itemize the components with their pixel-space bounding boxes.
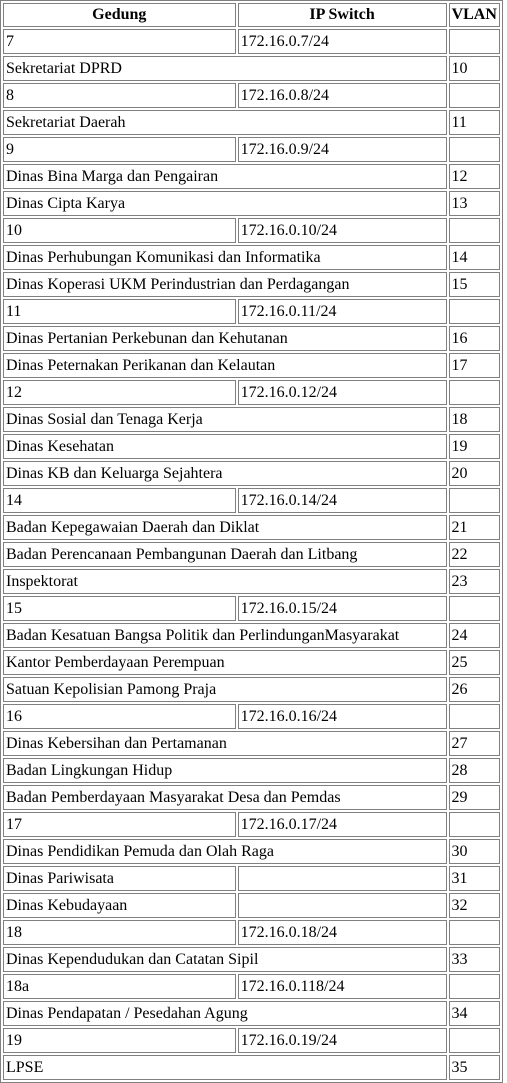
ip-switch-cell: 172.16.0.118/24 [238, 974, 447, 999]
vlan-cell: 20 [449, 461, 500, 486]
vlan-cell [449, 920, 500, 945]
vlan-cell: 21 [449, 515, 500, 540]
vlan-cell: 22 [449, 542, 500, 567]
ip-switch-cell: 172.16.0.16/24 [238, 704, 447, 729]
gedung-cell: 18 [3, 920, 236, 945]
vlan-cell: 26 [449, 677, 500, 702]
vlan-cell [449, 29, 500, 54]
vlan-cell: 29 [449, 785, 500, 810]
gedung-cell: Dinas Peternakan Perikanan dan Kelautan [3, 353, 447, 378]
table-row [3, 677, 500, 702]
vlan-cell: 33 [449, 947, 500, 972]
table-row [3, 920, 500, 945]
gedung-cell: 11 [3, 299, 236, 324]
table-row [3, 866, 500, 891]
vlan-cell: 17 [449, 353, 500, 378]
vlan-cell: 11 [449, 110, 500, 135]
vlan-cell [449, 596, 500, 621]
table-row [3, 56, 500, 81]
vlan-cell [449, 218, 500, 243]
vlan-cell [449, 380, 500, 405]
gedung-cell: Badan Pemberdayaan Masyarakat Desa dan Pemdas [3, 785, 447, 810]
gedung-cell: 18a [3, 974, 236, 999]
gedung-cell: 9 [3, 137, 236, 162]
table-row [3, 974, 500, 999]
table-row [3, 1055, 500, 1080]
table-row [3, 1028, 500, 1053]
table-row [3, 218, 500, 243]
gedung-cell: Sekretariat DPRD [3, 56, 447, 81]
table-row [3, 461, 500, 486]
table-row [3, 839, 500, 864]
vlan-cell: 24 [449, 623, 500, 648]
gedung-cell: Dinas Pariwisata [3, 866, 236, 891]
gedung-cell: Badan Kepegawaian Daerah dan Diklat [3, 515, 447, 540]
table-row [3, 596, 500, 621]
gedung-cell: 10 [3, 218, 236, 243]
vlan-cell: 32 [449, 893, 500, 918]
gedung-cell: Dinas Kebersihan dan Pertamanan [3, 731, 447, 756]
gedung-cell: Dinas Bina Marga dan Pengairan [3, 164, 447, 189]
table-row [3, 83, 500, 108]
vlan-cell [449, 299, 500, 324]
table-row [3, 650, 500, 675]
vlan-cell: 14 [449, 245, 500, 270]
vlan-cell [449, 488, 500, 513]
vlan-cell: 25 [449, 650, 500, 675]
header-gedung: Gedung [3, 3, 236, 27]
vlan-cell: 10 [449, 56, 500, 81]
ip-switch-cell: 172.16.0.17/24 [238, 812, 447, 837]
table-row [3, 29, 500, 54]
vlan-cell: 23 [449, 569, 500, 594]
table-row [3, 191, 500, 216]
vlan-cell: 27 [449, 731, 500, 756]
table-header-row [3, 3, 500, 27]
header-ip-switch: IP Switch [238, 3, 447, 27]
vlan-cell [449, 83, 500, 108]
gedung-cell: Badan Perencanaan Pembangunan Daerah dan Litbang [3, 542, 447, 567]
ip-switch-cell: 172.16.0.18/24 [238, 920, 447, 945]
gedung-cell: Badan Kesatuan Bangsa Politik dan PerlindunganMasyarakat [3, 623, 447, 648]
ip-switch-cell: 172.16.0.15/24 [238, 596, 447, 621]
vlan-cell: 31 [449, 866, 500, 891]
gedung-cell: Dinas Pendidikan Pemuda dan Olah Raga [3, 839, 447, 864]
ip-switch-cell: 172.16.0.8/24 [238, 83, 447, 108]
gedung-cell: Dinas Kependudukan dan Catatan Sipil [3, 947, 447, 972]
vlan-cell: 13 [449, 191, 500, 216]
vlan-cell: 16 [449, 326, 500, 351]
gedung-cell: Dinas Kesehatan [3, 434, 447, 459]
table-row [3, 272, 500, 297]
vlan-cell: 30 [449, 839, 500, 864]
vlan-cell: 18 [449, 407, 500, 432]
vlan-cell: 15 [449, 272, 500, 297]
table-row [3, 515, 500, 540]
table-row [3, 785, 500, 810]
vlan-cell [449, 1028, 500, 1053]
table-row [3, 947, 500, 972]
table-row [3, 380, 500, 405]
gedung-cell: Dinas KB dan Keluarga Sejahtera [3, 461, 447, 486]
table-row [3, 812, 500, 837]
ip-switch-cell: 172.16.0.19/24 [238, 1028, 447, 1053]
gedung-cell: Dinas Cipta Karya [3, 191, 447, 216]
vlan-cell: 35 [449, 1055, 500, 1080]
gedung-cell: 14 [3, 488, 236, 513]
vlan-cell [449, 137, 500, 162]
table-row [3, 893, 500, 918]
vlan-cell: 28 [449, 758, 500, 783]
gedung-cell: Satuan Kepolisian Pamong Praja [3, 677, 447, 702]
gedung-cell: 8 [3, 83, 236, 108]
gedung-cell: 15 [3, 596, 236, 621]
table-row [3, 353, 500, 378]
table-row [3, 326, 500, 351]
ip-switch-cell [238, 866, 447, 891]
vlan-cell: 34 [449, 1001, 500, 1026]
ip-switch-cell: 172.16.0.11/24 [238, 299, 447, 324]
table-row [3, 488, 500, 513]
gedung-cell: Sekretariat Daerah [3, 110, 447, 135]
ip-switch-cell: 172.16.0.12/24 [238, 380, 447, 405]
gedung-cell: 12 [3, 380, 236, 405]
gedung-cell: 7 [3, 29, 236, 54]
gedung-cell: Inspektorat [3, 569, 447, 594]
gedung-cell: Dinas Pertanian Perkebunan dan Kehutanan [3, 326, 447, 351]
gedung-cell: Dinas Sosial dan Tenaga Kerja [3, 407, 447, 432]
header-vlan: VLAN [449, 3, 500, 27]
ip-switch-cell: 172.16.0.14/24 [238, 488, 447, 513]
gedung-cell: Dinas Perhubungan Komunikasi dan Informatika [3, 245, 447, 270]
table-row [3, 731, 500, 756]
table-row [3, 137, 500, 162]
vlan-cell: 19 [449, 434, 500, 459]
table-row [3, 110, 500, 135]
vlan-cell [449, 812, 500, 837]
table-row [3, 542, 500, 567]
table-row [3, 569, 500, 594]
gedung-cell: 19 [3, 1028, 236, 1053]
table-row [3, 299, 500, 324]
table-row [3, 704, 500, 729]
gedung-cell: 17 [3, 812, 236, 837]
vlan-cell [449, 974, 500, 999]
ip-switch-cell: 172.16.0.7/24 [238, 29, 447, 54]
vlan-cell: 12 [449, 164, 500, 189]
gedung-cell: Dinas Koperasi UKM Perindustrian dan Perdagangan [3, 272, 447, 297]
gedung-cell: Badan Lingkungan Hidup [3, 758, 447, 783]
vlan-cell [449, 704, 500, 729]
table-body [3, 29, 500, 1080]
table-row [3, 407, 500, 432]
gedung-cell: Dinas Pendapatan / Pesedahan Agung [3, 1001, 447, 1026]
table-row [3, 164, 500, 189]
ip-switch-cell [238, 893, 447, 918]
table-row [3, 1001, 500, 1026]
table-row [3, 623, 500, 648]
table-row [3, 245, 500, 270]
gedung-cell: Dinas Kebudayaan [3, 893, 236, 918]
gedung-cell: LPSE [3, 1055, 447, 1080]
table-row [3, 434, 500, 459]
gedung-cell: Kantor Pemberdayaan Perempuan [3, 650, 447, 675]
ip-switch-cell: 172.16.0.10/24 [238, 218, 447, 243]
gedung-cell: 16 [3, 704, 236, 729]
ip-switch-cell: 172.16.0.9/24 [238, 137, 447, 162]
table-row [3, 758, 500, 783]
